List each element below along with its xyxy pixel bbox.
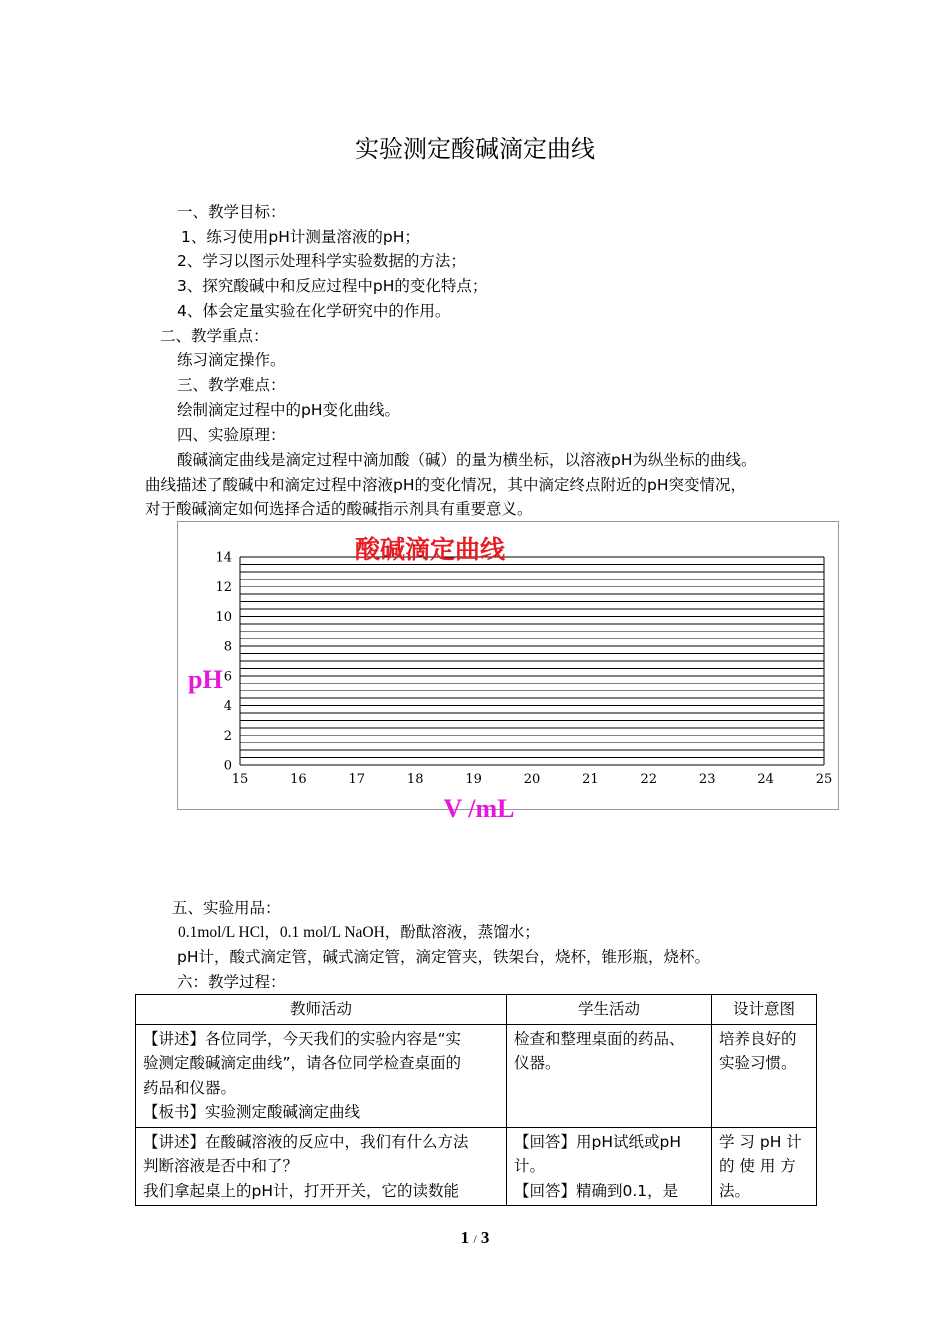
cell-line: 计。 — [514, 1157, 546, 1175]
materials-reagents: 0.1mol/L HCl，0.1 mol/L NaOH，酚酞溶液，蒸馏水； — [178, 924, 540, 941]
y-tick-label: 0 — [223, 758, 232, 774]
x-tick-label: 18 — [406, 772, 424, 787]
cell-line: 判断溶液是否中和了？ — [143, 1157, 299, 1175]
design-intent-cell — [712, 1024, 817, 1127]
chart-title: 酸碱滴定曲线 — [354, 535, 506, 564]
y-tick-label: 2 — [223, 728, 232, 744]
cell-line: 【回答】精确到0.1，是 — [514, 1181, 679, 1200]
student-activity-cell — [507, 1024, 712, 1127]
y-tick-label: 14 — [215, 550, 232, 566]
teaching-process-table — [135, 994, 817, 1206]
principle-line-3: 对于酸碱滴定如何选择合适的酸碱指示剂具有重要意义。 — [145, 500, 533, 518]
y-tick-label: 12 — [215, 580, 232, 596]
header-student-activity: 学生活动 — [507, 995, 712, 1025]
objective-1: 1、练习使用pH计测量溶液的pH； — [181, 228, 420, 246]
current-page: 1 — [460, 1228, 470, 1247]
cell-line: 【回答】用pH试纸或pH — [514, 1132, 681, 1151]
cell-line: 培养良好的 — [719, 1029, 797, 1048]
key-point-text: 练习滴定操作。 — [177, 351, 286, 369]
objective-4: 4、体会定量实验在化学研究中的作用。 — [177, 302, 451, 320]
cell-line: 验测定酸碱滴定曲线”，请各位同学检查桌面的 — [143, 1054, 462, 1072]
principle-line-1: 酸碱滴定曲线是滴定过程中滴加酸（碱）的量为横坐标，以溶液pH为纵坐标的曲线。 — [177, 451, 757, 469]
header-design-intent: 设计意图 — [712, 995, 817, 1025]
x-tick-label: 15 — [231, 772, 249, 787]
x-tick-label: 16 — [290, 772, 307, 787]
x-tick-label: 25 — [815, 772, 833, 787]
y-tick-label: 6 — [223, 669, 232, 685]
teacher-activity-cell — [136, 1127, 507, 1206]
document-title: 实验测定酸碱滴定曲线 — [355, 135, 595, 163]
objective-3: 3、探究酸碱中和反应过程中pH的变化特点； — [177, 277, 488, 295]
section-1-heading: 一、教学目标： — [177, 203, 286, 221]
y-tick-label: 4 — [223, 699, 232, 715]
cell-line: 我们拿起桌上的pH计，打开开关，它的读数能 — [143, 1181, 459, 1200]
x-tick-label: 17 — [348, 772, 366, 787]
section-3-heading: 三、教学难点： — [177, 376, 286, 394]
y-tick-label: 10 — [215, 609, 232, 625]
materials-equipment: pH计，酸式滴定管，碱式滴定管，滴定管夹，铁架台，烧杯，锥形瓶，烧杯。 — [177, 948, 710, 966]
cell-line: 【讲述】在酸碱溶液的反应中，我们有什么方法 — [143, 1132, 469, 1151]
section-6-heading: 六：教学过程： — [177, 973, 286, 991]
x-tick-label: 24 — [757, 772, 774, 787]
cell-line: 仪器。 — [514, 1054, 561, 1072]
teacher-activity-cell — [136, 1024, 507, 1127]
cell-line: 学 习 pH 计 — [719, 1132, 802, 1151]
cell-line: 【板书】实验测定酸碱滴定曲线 — [143, 1103, 361, 1121]
section-5-heading: 五、实验用品： — [172, 899, 281, 917]
x-tick-label: 20 — [523, 772, 541, 787]
difficulty-text: 绘制滴定过程中的pH变化曲线。 — [177, 401, 400, 419]
y-axis-label: pH — [188, 665, 223, 694]
section-4-heading: 四、实验原理： — [177, 426, 286, 444]
cell-line: 的 使 用 方 — [719, 1157, 796, 1175]
header-teacher-activity: 教师活动 — [136, 995, 507, 1025]
table-row — [136, 1024, 817, 1127]
cell-line: 检查和整理桌面的药品、 — [514, 1029, 685, 1048]
x-tick-label: 23 — [698, 772, 716, 787]
cell-line: 药品和仪器。 — [143, 1078, 237, 1097]
cell-line: 实验习惯。 — [719, 1054, 797, 1072]
page-separator: / — [473, 1232, 477, 1246]
y-tick-label: 8 — [223, 639, 232, 655]
section-2-heading: 二、教学重点： — [160, 327, 269, 345]
page-number — [0, 1228, 950, 1248]
table-header-row — [136, 995, 817, 1025]
student-activity-cell — [507, 1127, 712, 1206]
total-pages: 3 — [480, 1228, 490, 1247]
principle-line-2: 曲线描述了酸碱中和滴定过程中溶液pH的变化情况，其中滴定终点附近的pH突变情况， — [145, 476, 746, 494]
x-tick-label: 19 — [465, 772, 482, 787]
objective-2: 2、学习以图示处理科学实验数据的方法； — [177, 252, 466, 270]
x-tick-label: 22 — [640, 772, 658, 787]
cell-line: 法。 — [719, 1181, 751, 1200]
design-intent-cell — [712, 1127, 817, 1206]
cell-line: 【讲述】各位同学，今天我们的实验内容是“实 — [143, 1029, 462, 1048]
x-tick-label: 21 — [582, 772, 599, 787]
x-axis-label: V /mL — [443, 794, 515, 823]
table-row — [136, 1127, 817, 1206]
